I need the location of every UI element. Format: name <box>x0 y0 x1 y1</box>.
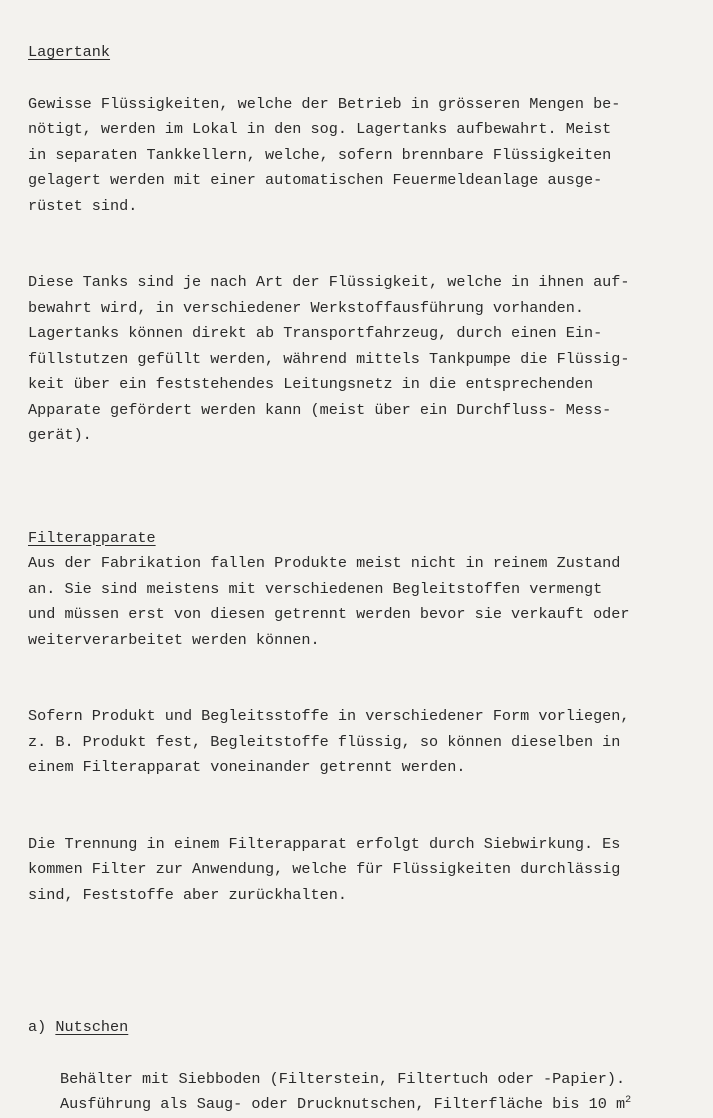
text-line: keit über ein feststehendes Leitungsnetz in die entsprechenden <box>28 375 594 393</box>
text-line: Die Trennung in einem Filterapparat erfolgt durch Siebwirkung. Es <box>28 834 621 853</box>
spacer <box>28 500 708 526</box>
text-line: Behälter mit Siebboden (Filterstein, Filtertuch oder -Papier). <box>60 1069 626 1088</box>
spacer <box>28 781 708 832</box>
spacer <box>28 219 708 270</box>
text-line: Apparate gefördert werden kann (meist über ein Durchfluss- Mess- <box>28 400 612 419</box>
text-line <box>60 1092 708 1118</box>
text-line: Aus der Fabrikation fallen Produkte meist nicht in reinem Zustand <box>28 554 621 572</box>
list-marker: a) <box>28 1018 47 1036</box>
spacer <box>28 959 708 1015</box>
text-line: gerät). <box>28 426 92 444</box>
paragraph-lagertank-1 <box>28 92 708 220</box>
text-line: füllstutzen gefüllt werden, während mittels Tankpumpe die Flüssig- <box>28 349 630 368</box>
text-line: rüstet sind. <box>28 196 138 215</box>
subsection-nutschen <box>28 1015 708 1041</box>
text-line: z. B. Produkt fest, Begleitstoffe flüssig, so können dieselben in <box>28 732 621 751</box>
text-line-content: Ausführung als Saug- oder Drucknutschen, Filterfläche bis 10 m <box>60 1095 626 1113</box>
text-line: an. Sie sind meistens mit verschiedenen Begleitstoffen vermengt <box>28 579 603 598</box>
paragraph-nutschen <box>28 1067 708 1118</box>
paragraph-lagertank-2 <box>28 270 708 449</box>
paragraph-filterapparate-2 <box>28 704 708 781</box>
text-line: nötigt, werden im Lokal in den sog. Lagertanks aufbewahrt. Meist <box>28 120 612 138</box>
text-line: einem Filterapparat voneinander getrennt werden. <box>28 758 466 776</box>
paragraph-filterapparate-3 <box>28 832 708 909</box>
subsection-title: Nutschen <box>55 1018 129 1036</box>
heading-lagertank: Lagertank <box>28 43 111 61</box>
text-line: weiterverarbeitet werden können. <box>28 630 320 649</box>
superscript: 2 <box>625 1095 632 1106</box>
text-line: bewahrt wird, in verschiedener Werkstoffausführung vorhanden. <box>28 298 584 317</box>
document-page <box>28 40 708 1118</box>
text-line: kommen Filter zur Anwendung, welche für Flüssigkeiten durchlässig <box>28 860 621 878</box>
text-line: in separaten Tankkellern, welche, sofern brennbare Flüssigkeiten <box>28 145 612 164</box>
text-line: Sofern Produkt und Begleitsstoffe in verschiedener Form vorliegen, <box>28 707 630 725</box>
heading-filterapparate: Filterapparate <box>28 528 156 547</box>
text-line: Gewisse Flüssigkeiten, welche der Betrieb in grösseren Mengen be- <box>28 94 621 113</box>
text-line: sind, Feststoffe aber zurückhalten. <box>28 885 347 904</box>
text-line: Lagertanks können direkt ab Transportfahrzeug, durch einen Ein- <box>28 324 603 342</box>
text-line: Diese Tanks sind je nach Art der Flüssigkeit, welche in ihnen auf- <box>28 273 630 291</box>
spacer <box>28 449 708 500</box>
text-line: und müssen erst von diesen getrennt werden bevor sie verkauft oder <box>28 605 630 623</box>
spacer <box>28 653 708 704</box>
text-line: gelagert werden mit einer automatischen Feuermeldeanlage ausge- <box>28 171 603 189</box>
spacer <box>28 66 708 92</box>
spacer <box>28 1041 708 1067</box>
paragraph-filterapparate-1 <box>28 551 708 653</box>
spacer <box>28 908 708 959</box>
